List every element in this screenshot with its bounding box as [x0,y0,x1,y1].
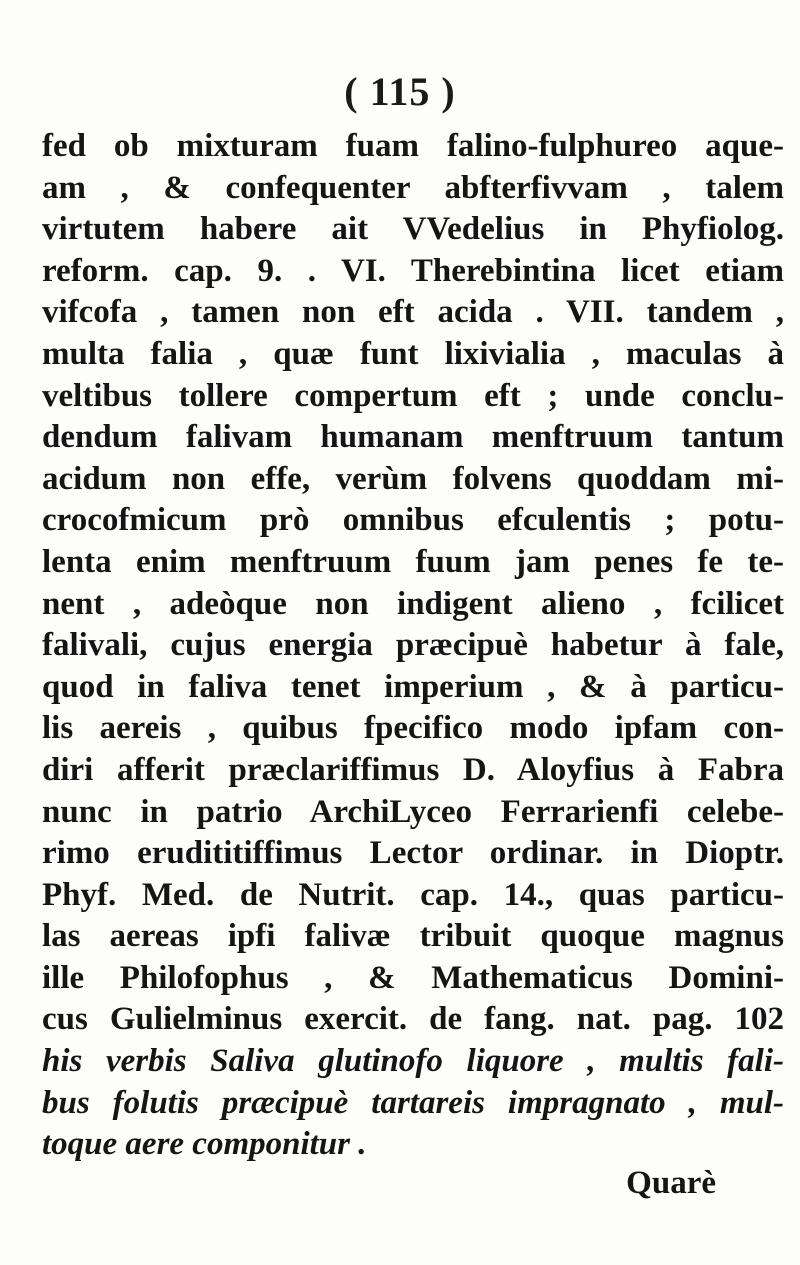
text-line: falivali, cujus energia præcipuè habetur à fale, [42,627,784,664]
page-number: ( 115 ) [344,69,456,114]
text-line: reform. cap. 9. . VI. Therebintina licet etiam [42,252,784,289]
text-line: toque aere componitur . [42,1126,367,1163]
text-line: crocofmicum prò omnibus efculentis ; potu- [42,502,784,539]
text-line: am , & confequenter abfterfivvam , talem [42,169,784,206]
text-line: cus Gulielminus exercit. de fang. nat. pag. 102 [42,1001,784,1038]
text-line: nunc in patrio ArchiLyceo Ferrarienfi celebe- [42,793,784,830]
text-line: his verbis Saliva glutinofo liquore , multis fali- [42,1043,784,1080]
text-line: vifcofa , tamen non eft acida . VII. tandem , [42,294,784,331]
text-line: dendum falivam humanam menftruum tantum [42,419,784,456]
text-line: Phyf. Med. de Nutrit. cap. 14., quas particu- [42,876,784,913]
text-line: multa falia , quæ funt lixivialia , maculas à [42,335,784,372]
text-line: bus folutis præcipuè tartareis impragnato , mul- [42,1084,784,1121]
text-line: fed ob mixturam fuam falino-fulphureo aque- [42,128,784,164]
text-line: diri afferit præclariffimus D. Aloyfius à Fabra [42,751,784,788]
text-line: veltibus tollere compertum eft ; unde conclu- [42,377,784,414]
body-text [42,126,784,1166]
text-line: rimo erudititiffimus Lector ordinar. in Dioptr. [42,835,784,872]
text-line: acidum non effe, verùm folvens quoddam mi- [42,460,784,497]
text-line: lenta enim menftruum fuum jam penes fe te- [42,543,784,580]
text-line: nent , adeòque non indigent alieno , fcilicet [42,585,784,622]
text-line: las aereas ipfi falivæ tribuit quoque magnus [42,918,784,955]
text-line: lis aereis , quibus fpecifico modo ipfam con- [42,710,784,747]
text-line: virtutem habere ait VVedelius in Phyfiolog. [42,211,784,248]
catchword: Quarè [626,1165,716,1201]
text-line: quod in faliva tenet imperium , & à particu- [42,668,784,705]
text-line: ille Philofophus , & Mathematicus Domini- [42,959,784,996]
